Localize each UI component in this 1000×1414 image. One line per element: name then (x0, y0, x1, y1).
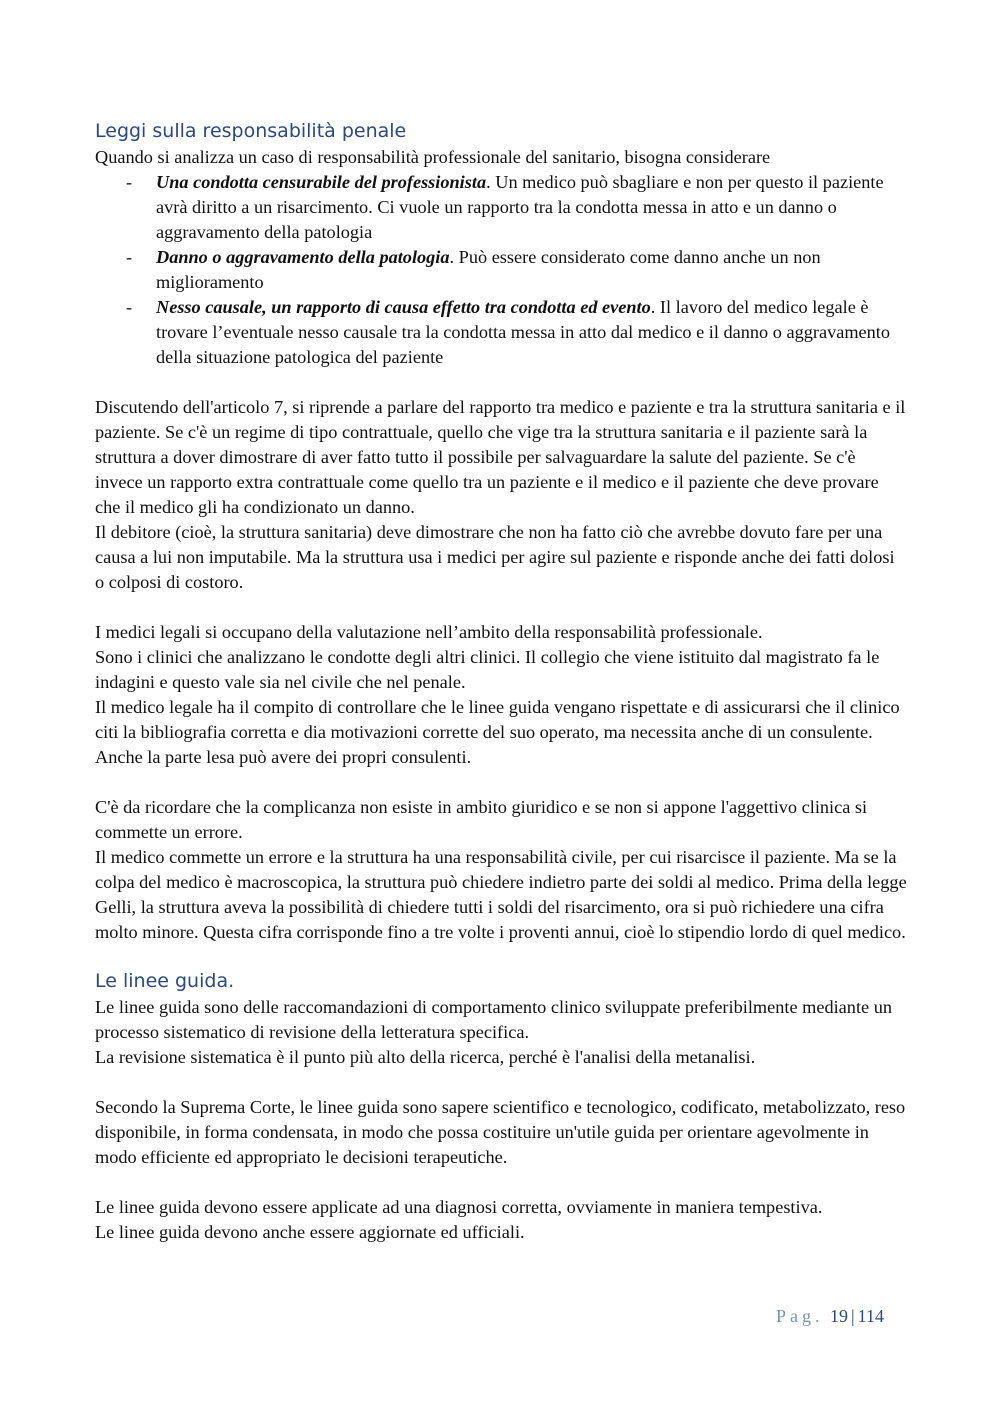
dash-bullet: - (126, 247, 133, 267)
page-footer (776, 1306, 884, 1327)
page-label: Pag. (776, 1306, 824, 1326)
paragraph: La revisione sistematica è il punto più alto della ricerca, perché è l'analisi della metanalisi. (95, 1047, 756, 1067)
paragraph: Le linee guida sono delle raccomandazioni di comportamento clinico sviluppate preferibilmente mediante un processo sistematico di revisione della letteratura specifica. (95, 997, 892, 1042)
intro-paragraph: Quando si analizza un caso di responsabilità professionale del sanitario, bisogna considerare (95, 147, 771, 167)
list-item-text: . Può essere considerato come danno anche un non miglioramento (156, 247, 821, 292)
page-separator: | (851, 1306, 855, 1326)
paragraph: Le linee guida devono anche essere aggiornate ed ufficiali. (95, 1222, 525, 1242)
list-item-text: . Un medico può sbagliare e non per questo il paziente avrà diritto a un risarcimento. Ci vuole un rapporto tra la condotta messa in atto e un danno o aggravamento della patologia (156, 172, 884, 242)
paragraph: Il medico legale ha il compito di controllare che le linee guida vengano rispettate e di assicurarsi che il clinico citi la bibliografia corretta e dia motivazioni corrette del suo operato, ma necessita anche di un consulente. Anche la parte lesa può avere dei propri consulenti. (95, 697, 900, 767)
paragraph: Le linee guida devono essere applicate ad una diagnosi corretta, ovviamente in maniera tempestiva. (95, 1197, 823, 1217)
paragraph: Sono i clinici che analizzano le condotte degli altri clinici. Il collegio che viene istituito dal magistrato fa le indagini e questo vale sia nel civile che nel penale. (95, 647, 880, 692)
list-item-term: Nesso causale, un rapporto di causa effetto tra condotta ed evento (156, 297, 651, 317)
paragraph: C'è da ricordare che la complicanza non esiste in ambito giuridico e se non si appone l'aggettivo clinica si commette un errore. (95, 797, 868, 842)
paragraph: Il medico commette un errore e la struttura ha una responsabilità civile, per cui risarcisce il paziente. Ma se la colpa del medico è macroscopica, la struttura può chiedere indietro parte dei soldi al medico. Prima della legge Gelli, la struttura aveva la possibilità di chiedere tutti i soldi del risarcimento, ora si può richiedere una cifra molto minore. Questa cifra corrisponde fino a tre volte i proventi annui, cioè lo stipendio lordo di quel medico. (95, 847, 907, 942)
list-item-text: . Il lavoro del medico legale è trovare l’eventuale nesso causale tra la condotta messa in atto dal medico e il danno o aggravamento della situazione patologica del paziente (156, 297, 891, 367)
paragraph: I medici legali si occupano della valutazione nell’ambito della responsabilità professionale. (95, 622, 763, 642)
list-item (95, 170, 907, 245)
paragraph: Secondo la Suprema Corte, le linee guida sono sapere scientifico e tecnologico, codificato, metabolizzato, reso disponibile, in forma condensata, in modo che possa costituire un'utile guida per orientare agevolmente in modo efficiente ed appropriato le decisioni terapeutiche. (95, 1097, 906, 1167)
paragraph: Discutendo dell'articolo 7, si riprende a parlare del rapporto tra medico e paziente e tra la struttura sanitaria e il paziente. Se c'è un regime di tipo contrattuale, quello che vige tra la struttura sanitaria e il paziente sarà la struttura a dover dimostrare di aver fatto tutto il possibile per salvaguardare la salute del paziente. Se c'è invece un rapporto extra contrattuale come quello tra un paziente e il medico e il paziente che deve provare che il medico gli ha condizionato un danno. (95, 397, 906, 517)
paragraph: Il debitore (cioè, la struttura sanitaria) deve dimostrare che non ha fatto ciò che avrebbe dovuto fare per una causa a lui non imputabile. Ma la struttura usa i medici per agire sul paziente e risponde anche dei fatti dolosi o colposi di costoro. (95, 522, 895, 592)
list-item-term: Una condotta censurabile del professionista (156, 172, 487, 192)
list-item (95, 295, 907, 370)
section-heading-linee-guida: Le linee guida. (95, 970, 235, 992)
dash-bullet: - (126, 172, 133, 192)
list-item-term: Danno o aggravamento della patologia (156, 247, 450, 267)
document-page (95, 117, 907, 1245)
page-total: 114 (857, 1306, 884, 1326)
page-number: 19 (830, 1306, 849, 1326)
criteria-list (95, 170, 907, 370)
section-heading-responsabilita: Leggi sulla responsabilità penale (95, 120, 407, 142)
dash-bullet: - (126, 297, 133, 317)
list-item (95, 245, 907, 295)
